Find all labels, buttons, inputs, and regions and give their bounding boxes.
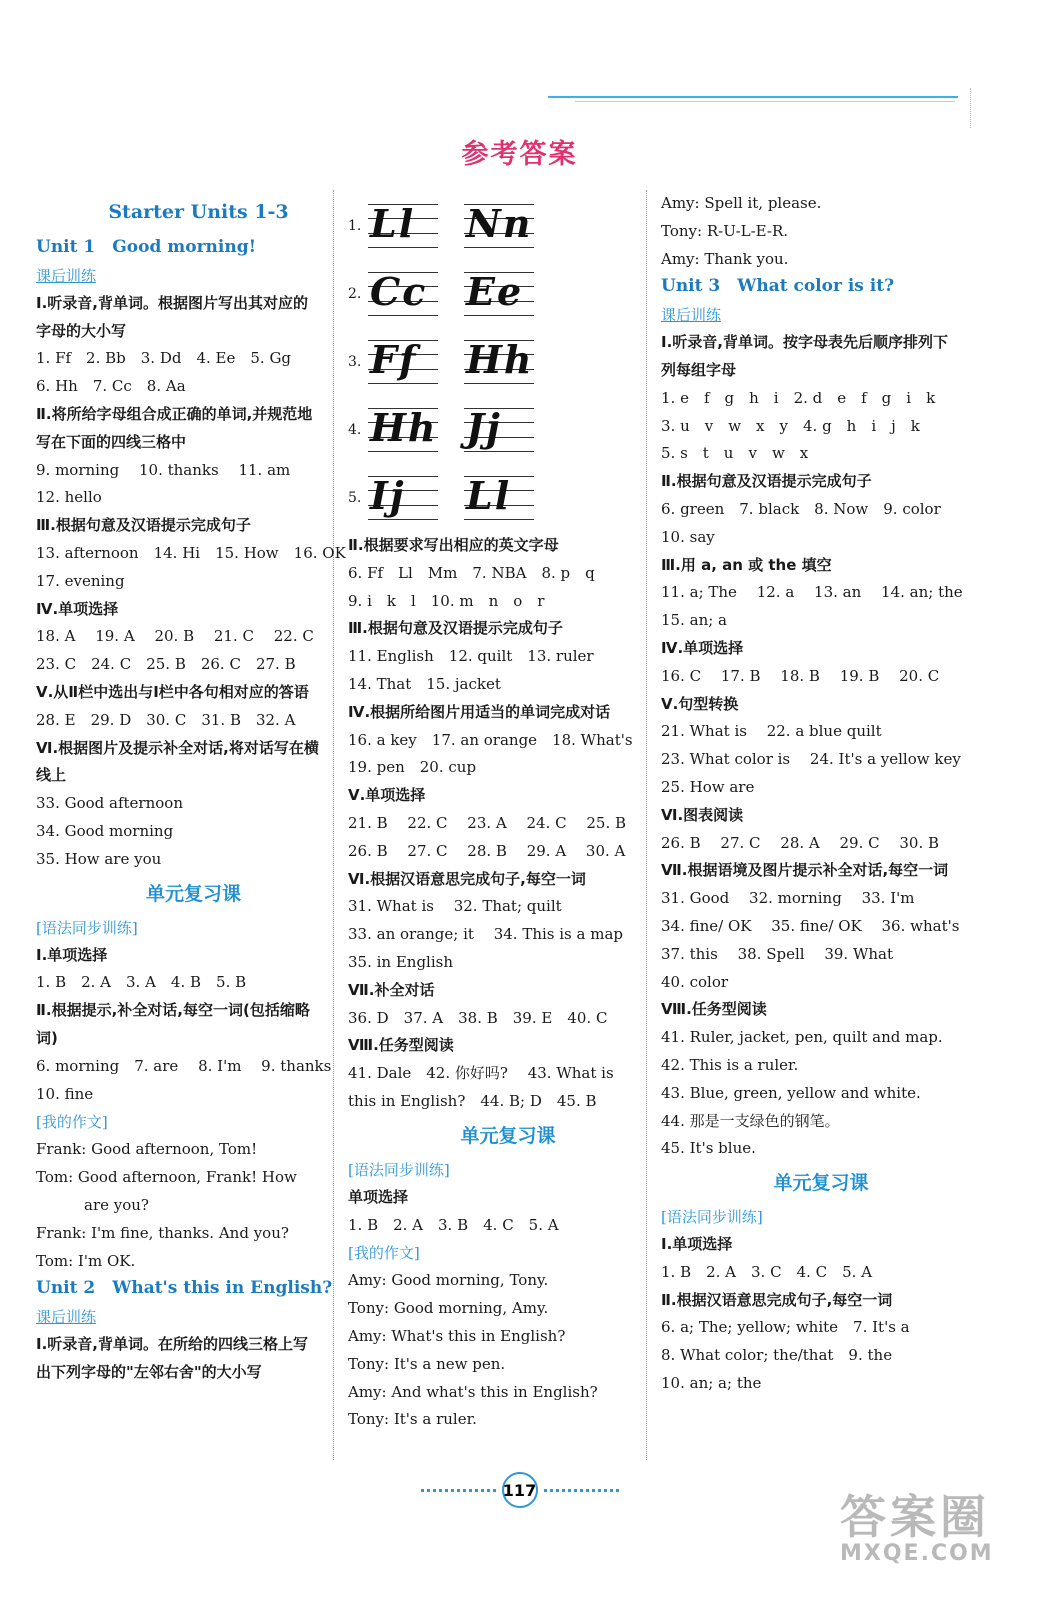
- answer-line: Tom: I'm OK.: [36, 1251, 136, 1270]
- writing-tag: [我的作文]: [36, 1113, 108, 1132]
- answer-line: 5. s t u v w x: [661, 444, 809, 463]
- answer-line: 13. afternoon 14. Hi 15. How 16. OK: [36, 543, 346, 562]
- answer-line: 1. e f g h i 2. d e f g i k: [661, 388, 936, 407]
- handwritten-letters: Ij: [370, 473, 406, 518]
- corner-mark: [970, 88, 973, 128]
- answer-line: are you?: [84, 1195, 149, 1214]
- answer-line: 9. i k l 10. m n o r: [348, 591, 545, 610]
- section-instruction: Ⅱ.根据要求写出相应的英文字母: [348, 536, 559, 554]
- answer-line: Tony: It's a ruler.: [348, 1410, 477, 1429]
- answer-line: 40. color: [661, 972, 729, 991]
- answer-line: Amy: Thank you.: [661, 249, 789, 268]
- after-class-tag: 课后训练: [36, 266, 97, 285]
- writing-dialogue-2: [348, 1267, 638, 1434]
- handwriting-number: 3.: [348, 354, 362, 370]
- answer-line: 31. What is 32. That; quilt: [348, 897, 562, 916]
- answer-line: 35. How are you: [36, 849, 162, 868]
- handwritten-letters: Hh: [370, 405, 438, 450]
- watermark: [840, 1490, 994, 1567]
- answer-line: 23. C 24. C 25. B 26. C 27. B: [36, 655, 296, 674]
- answer-line: Amy: What's this in English?: [348, 1326, 566, 1345]
- section-instruction: Ⅱ.根据提示,补全对话,每空一词(包括缩略词): [36, 1001, 310, 1047]
- review-answers-2: [348, 1184, 638, 1240]
- grammar-sync-tag: [语法同步训练]: [36, 918, 138, 937]
- answer-line: 21. What is 22. a blue quilt: [661, 722, 882, 741]
- answer-line: Tom: Good afternoon, Frank! How: [36, 1168, 297, 1187]
- answer-line: 21. B 22. C 23. A 24. C 25. B: [348, 813, 627, 832]
- column-divider-1: [333, 190, 334, 1460]
- unit2-heading: Unit 2 What's this in English?: [36, 1278, 333, 1299]
- answer-line: 1. Ff 2. Bb 3. Dd 4. Ee 5. Gg: [36, 349, 292, 368]
- answer-line: Amy: Spell it, please.: [661, 194, 822, 212]
- answer-line: 1. B 2. A 3. B 4. C 5. A: [348, 1215, 559, 1234]
- guide-line: [368, 247, 438, 248]
- answer-line: 35. in English: [348, 952, 454, 971]
- handwritten-letters: Nn: [466, 201, 533, 246]
- handwritten-letters: Jj: [466, 405, 502, 450]
- guide-line: [464, 519, 534, 520]
- handwriting-row: [348, 396, 638, 464]
- handwriting-number: 5.: [348, 490, 362, 506]
- review-answers: [36, 942, 332, 1109]
- answer-line: 3. u v w x y 4. g h i j k: [661, 416, 920, 435]
- section-instruction: Ⅰ.听录音,背单词。根据图片写出其对应的字母的大小写: [36, 293, 308, 340]
- answer-line: 10. say: [661, 527, 715, 546]
- answer-line: 16. a key 17. an orange 18. What's: [348, 730, 633, 749]
- handwritten-letters: Ff: [370, 337, 418, 382]
- answer-line: 19. pen 20. cup: [348, 758, 477, 777]
- four-line-box: [368, 201, 438, 248]
- column-1: [36, 190, 346, 1387]
- answer-line: 26. B 27. C 28. A 29. C 30. B: [661, 833, 940, 852]
- review-answers-3: [661, 1231, 951, 1398]
- answer-line: 45. It's blue.: [661, 1139, 756, 1158]
- guide-line: [368, 383, 438, 384]
- watermark-url: MXQE.COM: [840, 1541, 994, 1566]
- page-dots-left: [421, 1489, 496, 1492]
- guide-line: [464, 451, 534, 452]
- answer-line: 33. an orange; it 34. This is a map: [348, 925, 623, 944]
- answer-line: 36. D 37. A 38. B 39. E 40. C: [348, 1008, 608, 1027]
- four-line-box: [368, 337, 438, 384]
- four-line-box: [464, 405, 534, 452]
- handwriting-number: 1.: [348, 218, 362, 234]
- answer-line: 6. green 7. black 8. Now 9. color: [661, 499, 941, 518]
- section-instruction: Ⅰ.单项选择: [661, 1235, 733, 1254]
- handwriting-grid: [348, 192, 638, 532]
- writing-tag-2: [我的作文]: [348, 1244, 420, 1263]
- answer-line: 1. B 2. A 3. A 4. B 5. B: [36, 973, 247, 992]
- answer-line: 6. Hh 7. Cc 8. Aa: [36, 377, 186, 396]
- watermark-logo: 答案圈: [840, 1490, 990, 1544]
- grammar-sync-tag-3: [语法同步训练]: [661, 1208, 763, 1227]
- answer-line: 43. Blue, green, yellow and white.: [661, 1083, 921, 1102]
- handwriting-row: [348, 192, 638, 260]
- four-line-box: [464, 269, 534, 316]
- answer-line: Tony: Good morning, Amy.: [348, 1299, 549, 1318]
- answer-line: 11. a; The 12. a 13. an 14. an; the: [661, 583, 963, 602]
- section-instruction: Ⅴ.句型转换: [661, 694, 739, 713]
- handwritten-letters: Ll: [370, 201, 416, 246]
- answer-line: 23. What color is 24. It's a yellow key: [661, 750, 961, 769]
- section-instruction: Ⅱ.根据句意及汉语提示完成句子: [661, 472, 872, 491]
- answer-line: this in English? 44. B; D 45. B: [348, 1091, 597, 1110]
- answer-line: 8. What color; the/that 9. the: [661, 1346, 893, 1365]
- answer-line: 9. morning 10. thanks 11. am: [36, 460, 291, 479]
- handwriting-number: 2.: [348, 286, 362, 302]
- guide-line: [464, 247, 534, 248]
- answer-line: 42. This is a ruler.: [661, 1055, 799, 1074]
- header-rule: [548, 96, 958, 98]
- unit2-answers-start: [36, 1331, 321, 1387]
- section-instruction: Ⅶ.根据语境及图片提示补全对话,每空一词: [661, 861, 949, 880]
- section-instruction: Ⅱ.根据汉语意思完成句子,每空一词: [661, 1290, 893, 1309]
- answer-line: 37. this 38. Spell 39. What: [661, 944, 893, 963]
- four-line-box: [464, 201, 534, 248]
- answer-line: 28. E 29. D 30. C 31. B 32. A: [36, 710, 296, 729]
- answer-line: 15. an; a: [661, 611, 727, 630]
- page-number-value: 117: [502, 1472, 538, 1508]
- answer-line: 10. an; a; the: [661, 1374, 762, 1393]
- guide-line: [464, 383, 534, 384]
- column-divider-2: [646, 190, 647, 1460]
- section-instruction: Ⅳ.单项选择: [661, 638, 744, 657]
- answer-line: 33. Good afternoon: [36, 794, 183, 813]
- section-instruction: Ⅵ.根据图片及提示补全对话,将对话写在横线上: [36, 738, 319, 785]
- answer-line: 41. Ruler, jacket, pen, quilt and map.: [661, 1028, 943, 1047]
- section-instruction: Ⅷ.任务型阅读: [661, 1000, 767, 1019]
- starter-heading: Starter Units 1-3: [108, 201, 289, 223]
- handwriting-row: [348, 260, 638, 328]
- four-line-box: [368, 269, 438, 316]
- review-heading: 单元复习课: [145, 882, 241, 905]
- section-instruction: Ⅰ.听录音,背单词。在所给的四线三格上写出下列字母的"左邻右舍"的大小写: [36, 1335, 308, 1381]
- section-instruction: Ⅳ.单项选择: [36, 599, 119, 618]
- after-class-tag-2: 课后训练: [36, 1308, 97, 1327]
- column-2: [348, 190, 638, 1434]
- section-instruction: Ⅲ.根据句意及汉语提示完成句子: [348, 619, 563, 638]
- answer-line: Tony: R-U-L-E-R.: [661, 221, 789, 240]
- answer-line: 26. B 27. C 28. B 29. A 30. A: [348, 841, 626, 860]
- answer-line: 25. How are: [661, 777, 755, 796]
- handwriting-number: 4.: [348, 422, 362, 438]
- section-instruction: Ⅰ.听录音,背单词。按字母表先后顺序排列下列每组字母: [661, 333, 948, 379]
- answer-line: 11. English 12. quilt 13. ruler: [348, 647, 594, 666]
- section-instruction: Ⅶ.补全对话: [348, 980, 435, 999]
- section-instruction: Ⅳ.根据所给图片用适当的单词完成对话: [348, 702, 611, 721]
- section-instruction: Ⅱ.将所给字母组合成正确的单词,并规范地写在下面的四线三格中: [36, 404, 313, 451]
- guide-line: [368, 451, 438, 452]
- answer-line: Amy: Good morning, Tony.: [348, 1271, 549, 1290]
- page-dots-right: [544, 1489, 619, 1492]
- answer-line: Tony: It's a new pen.: [348, 1354, 506, 1373]
- grammar-sync-tag-2: [语法同步训练]: [348, 1160, 450, 1179]
- answer-line: Amy: And what's this in English?: [348, 1382, 598, 1401]
- answer-line: 16. C 17. B 18. B 19. B 20. C: [661, 666, 940, 685]
- answer-line: 1. B 2. A 3. C 4. C 5. A: [661, 1262, 873, 1281]
- answer-line: 6. morning 7. are 8. I'm 9. thanks: [36, 1056, 332, 1075]
- answer-line: 10. fine: [36, 1084, 94, 1103]
- page-title: 参考答案: [461, 139, 578, 170]
- answer-line: 17. evening: [36, 571, 125, 590]
- section-instruction: Ⅵ.图表阅读: [661, 805, 744, 824]
- section-instruction: Ⅴ.从Ⅱ栏中选出与Ⅰ栏中各句相对应的答语: [36, 682, 309, 701]
- handwritten-letters: Ll: [466, 473, 512, 518]
- handwriting-row: [348, 328, 638, 396]
- answer-line: 6. a; The; yellow; white 7. It's a: [661, 1318, 910, 1337]
- answer-line: 6. Ff Ll Mm 7. NBA 8. p q: [348, 563, 595, 582]
- handwritten-letters: Cc: [370, 269, 428, 314]
- answer-line: 34. fine/ OK 35. fine/ OK 36. what's: [661, 916, 960, 935]
- dialogue-continued: [661, 190, 951, 273]
- writing-dialogue: [36, 1136, 321, 1275]
- four-line-box: [464, 337, 534, 384]
- guide-line: [368, 519, 438, 520]
- column-3: [661, 190, 963, 1398]
- four-line-box: [368, 405, 438, 452]
- section-instruction: Ⅲ.根据句意及汉语提示完成句子: [36, 516, 251, 535]
- answer-line: 44. 那是一支绿色的钢笔。: [661, 1111, 840, 1130]
- guide-line: [368, 315, 438, 316]
- guide-line: [464, 315, 534, 316]
- unit1-answers: [36, 290, 346, 874]
- four-line-box: [368, 473, 438, 520]
- answer-line: Frank: Good afternoon, Tom!: [36, 1140, 258, 1159]
- review-heading-2: 单元复习课: [460, 1124, 556, 1147]
- section-instruction: Ⅷ.任务型阅读: [348, 1036, 454, 1055]
- after-class-tag-3: 课后训练: [661, 306, 722, 325]
- section-instruction: Ⅰ.单项选择: [36, 945, 108, 964]
- section-instruction: Ⅲ.用 a, an 或 the 填空: [661, 555, 832, 574]
- answer-line: 41. Dale 42. 你好吗? 43. What is: [348, 1064, 614, 1083]
- unit2-answers: [348, 532, 638, 1116]
- unit3-answers: [661, 329, 963, 1163]
- unit1-heading: Unit 1 Good morning!: [36, 237, 257, 257]
- answer-line: 34. Good morning: [36, 821, 174, 840]
- handwritten-letters: Hh: [466, 337, 534, 382]
- review-heading-3: 单元复习课: [773, 1172, 869, 1195]
- answer-line: Frank: I'm fine, thanks. And you?: [36, 1223, 289, 1242]
- answer-line: 31. Good 32. morning 33. I'm: [661, 889, 915, 908]
- answer-line: 12. hello: [36, 488, 102, 507]
- header-rule-thin: [575, 101, 955, 102]
- section-instruction: Ⅴ.单项选择: [348, 786, 426, 805]
- section-instruction: Ⅵ.根据汉语意思完成句子,每空一词: [348, 869, 586, 888]
- section-instruction: 单项选择: [348, 1187, 409, 1206]
- handwritten-letters: Ee: [466, 269, 524, 314]
- unit3-heading: Unit 3 What color is it?: [661, 276, 895, 297]
- handwriting-row: [348, 464, 638, 532]
- four-line-box: [464, 473, 534, 520]
- answer-line: 14. That 15. jacket: [348, 674, 501, 693]
- answer-line: 18. A 19. A 20. B 21. C 22. C: [36, 627, 314, 646]
